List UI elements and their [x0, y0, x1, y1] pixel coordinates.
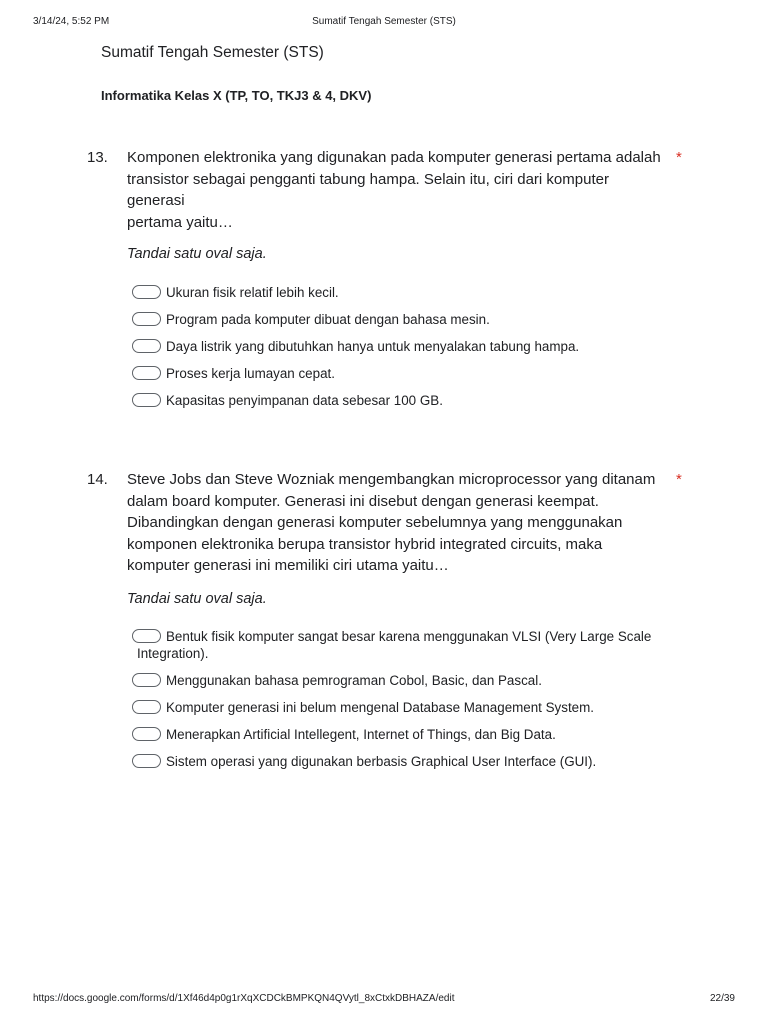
question-text: Komponen elektronika yang digunakan pada komputer generasi pertama adalah transistor sebagai pengganti tabung hampa. Selain itu, ciri dari komputer generasi pertama yaitu…: [127, 149, 661, 231]
question-text: Steve Jobs dan Steve Wozniak mengembangkan microprocessor yang ditanam dalam board komputer. Generasi ini disebut dengan generasi keempat. Dibandingkan dengan generasi komputer sebelumnya yang menggunakan komponen elektronika berupa transistor hybrid integrated circuits, maka komputer generasi ini memiliki ciri utama yaitu…: [127, 471, 656, 574]
option-label: Komputer generasi ini belum mengenal Database Management System.: [166, 700, 594, 715]
radio-oval[interactable]: [132, 285, 161, 299]
option-label: Program pada komputer dibuat dengan bahasa mesin.: [166, 312, 490, 327]
radio-oval[interactable]: [132, 673, 161, 687]
required-asterisk: *: [676, 149, 682, 166]
option-item[interactable]: [131, 726, 691, 743]
question-number: 13.: [87, 149, 108, 166]
option-item[interactable]: [131, 338, 691, 355]
option-item[interactable]: [131, 392, 691, 409]
option-label: Kapasitas penyimpanan data sebesar 100 GB.: [166, 393, 443, 408]
option-label: Bentuk fisik komputer sangat besar karena menggunakan VLSI (Very Large Scale Integration).: [137, 629, 652, 661]
question-number: 14.: [87, 471, 108, 488]
form-subtitle: Informatika Kelas X (TP, TO, TKJ3 & 4, DKV): [101, 88, 372, 103]
page-url: https://docs.google.com/forms/d/1Xf46d4p0g1rXqXCDCkBMPKQN4QVytl_8xCtxkDBHAZA/edit: [33, 993, 455, 1004]
radio-oval[interactable]: [132, 393, 161, 407]
option-item[interactable]: [131, 311, 691, 328]
option-item[interactable]: [131, 628, 691, 662]
option-label: Menggunakan bahasa pemrograman Cobol, Basic, dan Pascal.: [166, 673, 542, 688]
option-label: Sistem operasi yang digunakan berbasis Graphical User Interface (GUI).: [166, 754, 597, 769]
radio-oval[interactable]: [132, 754, 161, 768]
radio-oval[interactable]: [132, 312, 161, 326]
option-label: Proses kerja lumayan cepat.: [166, 366, 335, 381]
print-doc-title: Sumatif Tengah Semester (STS): [312, 16, 456, 27]
print-header: [33, 16, 735, 30]
print-footer: [33, 993, 735, 1007]
radio-oval[interactable]: [132, 700, 161, 714]
print-date: 3/14/24, 5:52 PM: [33, 16, 110, 27]
radio-oval[interactable]: [132, 339, 161, 353]
option-item[interactable]: [131, 365, 691, 382]
radio-oval[interactable]: [132, 629, 161, 643]
option-list: [131, 284, 691, 419]
option-label: Daya listrik yang dibutuhkan hanya untuk menyalakan tabung hampa.: [166, 339, 580, 354]
option-item[interactable]: [131, 284, 691, 301]
radio-oval[interactable]: [132, 366, 161, 380]
required-asterisk: *: [676, 471, 682, 488]
page-number: 22/39: [709, 993, 735, 1004]
question-hint: Tandai satu oval saja.: [127, 591, 267, 607]
option-list: [131, 628, 691, 780]
form-title: Sumatif Tengah Semester (STS): [101, 44, 324, 61]
option-item[interactable]: [131, 699, 691, 716]
option-item[interactable]: [131, 753, 691, 770]
option-item[interactable]: [131, 672, 691, 689]
option-label: Ukuran fisik relatif lebih kecil.: [166, 285, 339, 300]
question-hint: Tandai satu oval saja.: [127, 246, 267, 262]
radio-oval[interactable]: [132, 727, 161, 741]
option-label: Menerapkan Artificial Intellegent, Internet of Things, dan Big Data.: [166, 727, 556, 742]
